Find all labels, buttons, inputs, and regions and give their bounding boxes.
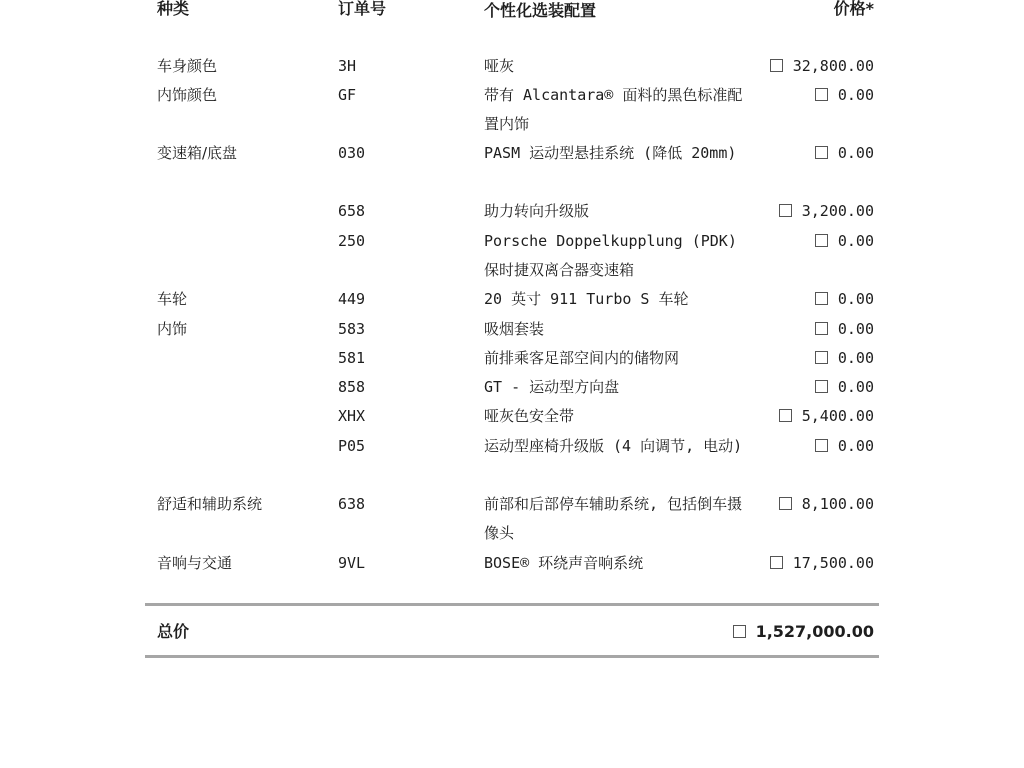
price-value: 0.00 [837, 378, 874, 396]
row-price [770, 52, 874, 81]
row-code: 581 [338, 349, 366, 367]
header-price: 价格* [833, 0, 874, 18]
row-price [770, 549, 874, 578]
row-price [779, 197, 874, 226]
row-price [815, 432, 874, 461]
checkbox-icon [815, 146, 828, 159]
row-code: 858 [338, 378, 366, 396]
row-price [779, 490, 874, 519]
price-value: 3,200.00 [801, 202, 874, 220]
row-desc: 前部和后部停车辅助系统, 包括倒车摄像头 [484, 495, 743, 542]
checkbox-icon [770, 556, 783, 569]
checkbox-icon [733, 625, 746, 638]
checkbox-icon [770, 59, 783, 72]
price-value: 5,400.00 [801, 407, 874, 425]
price-value: 0.00 [837, 144, 874, 162]
row-price [815, 285, 874, 314]
row-desc: BOSE® 环绕声音响系统 [484, 554, 644, 572]
checkbox-icon [779, 409, 792, 422]
divider [145, 655, 879, 658]
row-code: 250 [338, 232, 366, 250]
total-row [0, 618, 1024, 646]
header-category: 种类 [157, 0, 190, 18]
row-code: 638 [338, 495, 366, 513]
row-code: 9VL [338, 554, 366, 572]
price-value: 8,100.00 [801, 495, 874, 513]
header-order-no: 订单号 [338, 0, 387, 18]
checkbox-icon [779, 497, 792, 510]
checkbox-icon [815, 322, 828, 335]
price-value: 0.00 [837, 437, 874, 455]
row-desc: 20 英寸 911 Turbo S 车轮 [484, 290, 689, 308]
price-value: 0.00 [837, 232, 874, 250]
row-desc: 哑灰 [484, 57, 515, 75]
price-value: 0.00 [837, 320, 874, 338]
row-category: 车轮 [157, 290, 188, 308]
row-price [815, 344, 874, 373]
row-category: 内饰颜色 [157, 86, 218, 104]
row-price [815, 373, 874, 402]
divider [145, 603, 879, 606]
row-price [815, 139, 874, 168]
row-desc: 助力转向升级版 [484, 202, 590, 220]
row-code: 030 [338, 144, 366, 162]
row-category: 舒适和辅助系统 [157, 495, 263, 513]
checkbox-icon [779, 204, 792, 217]
row-desc: GT - 运动型方向盘 [484, 378, 620, 396]
row-code: 583 [338, 320, 366, 338]
checkbox-icon [815, 351, 828, 364]
row-category: 内饰 [157, 320, 188, 338]
row-price [815, 315, 874, 344]
price-value: 17,500.00 [792, 554, 874, 572]
row-desc: Porsche Doppelkupplung (PDK) 保时捷双离合器变速箱 [484, 232, 737, 279]
total-price [733, 618, 874, 646]
total-label: 总价 [157, 622, 190, 641]
price-value: 0.00 [837, 349, 874, 367]
row-code: GF [338, 86, 357, 104]
row-price [815, 227, 874, 256]
row-code: 449 [338, 290, 366, 308]
checkbox-icon [815, 234, 828, 247]
row-price [815, 81, 874, 110]
price-value: 0.00 [837, 86, 874, 104]
total-price-value: 1,527,000.00 [755, 622, 874, 641]
table-header [0, 0, 1024, 20]
checkbox-icon [815, 292, 828, 305]
row-desc: 吸烟套装 [484, 320, 545, 338]
price-value: 0.00 [837, 290, 874, 308]
header-option: 个性化选装配置 [484, 1, 597, 20]
row-desc: 带有 Alcantara® 面料的黑色标准配置内饰 [484, 86, 743, 133]
row-code: XHX [338, 407, 366, 425]
checkbox-icon [815, 88, 828, 101]
row-desc: 前排乘客足部空间内的储物网 [484, 349, 680, 367]
row-desc: PASM 运动型悬挂系统 (降低 20mm) [484, 144, 737, 162]
row-category: 音响与交通 [157, 554, 233, 572]
row-code: 3H [338, 57, 357, 75]
checkbox-icon [815, 380, 828, 393]
price-value: 32,800.00 [792, 57, 874, 75]
row-category: 车身颜色 [157, 57, 218, 75]
row-code: P05 [338, 437, 366, 455]
row-price [779, 402, 874, 431]
row-desc: 哑灰色安全带 [484, 407, 575, 425]
row-code: 658 [338, 202, 366, 220]
checkbox-icon [815, 439, 828, 452]
row-desc: 运动型座椅升级版 (4 向调节, 电动) [484, 437, 743, 455]
row-category: 变速箱/底盘 [157, 144, 238, 162]
